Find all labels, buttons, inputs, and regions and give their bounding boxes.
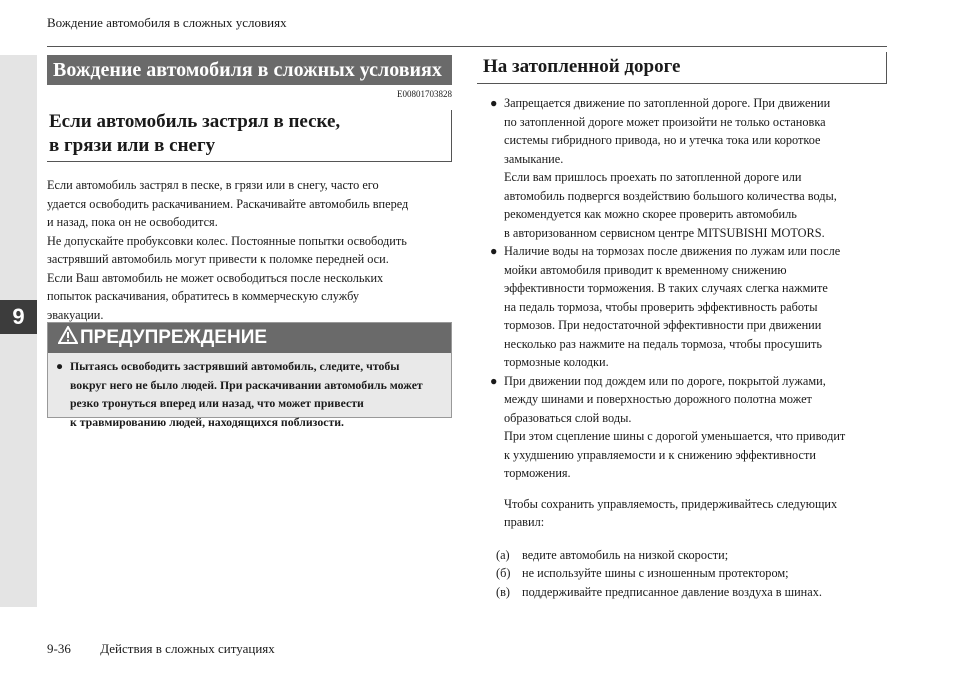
- warning-line: Пытаясь освободить застрявший автомобиль, следите, чтобы: [70, 359, 400, 373]
- rule-label: (б): [496, 566, 511, 580]
- item-line: Если вам пришлось проехать по затопленной дороге или: [504, 170, 802, 184]
- item-line: образоваться слой воды.: [504, 410, 632, 425]
- bullet-icon: ●: [490, 244, 498, 258]
- rule-item: [496, 564, 890, 583]
- paragraph-line: Не допускайте пробуксовки колес. Постоянные попытки освободить: [47, 233, 407, 248]
- page-number: 9-36: [47, 641, 71, 656]
- paragraph-line: Если автомобиль застрял в песке, в грязи или в снегу, часто его: [47, 178, 379, 192]
- subsection-heading-line-1: Если автомобиль застрял в песке,: [49, 111, 341, 132]
- item-line: несколько раз нажмите на педаль тормоза, чтобы просушить: [504, 336, 822, 351]
- item-line: системы гибридного привода, но и утечка тока или короткое: [504, 133, 821, 147]
- rule-label: (а): [496, 547, 510, 562]
- item-line: на педаль тормоза, чтобы проверить эффективность работы: [504, 299, 818, 314]
- rule-text: поддерживайте предписанное давление воздуха в шинах.: [522, 584, 822, 599]
- item-line: тормозные колодки.: [504, 355, 609, 369]
- item-line: рекомендуется как можно скорее проверить автомобиль: [504, 207, 797, 221]
- section-title: Вождение автомобиля в сложных условиях: [47, 55, 452, 85]
- item-line: между шинами и поверхностью дорожного полотна может: [504, 392, 812, 406]
- advice-line: Чтобы сохранить управляемость, придерживайтесь следующих: [504, 496, 838, 511]
- spacer: [490, 483, 890, 495]
- paragraph-line: эвакуации.: [47, 307, 104, 322]
- rule-item: [496, 546, 890, 565]
- item-line: При движении под дождем или по дороге, покрытой лужами,: [504, 373, 826, 388]
- warning-item: [56, 357, 443, 431]
- bullet-icon: ●: [56, 359, 64, 373]
- footer-chapter-title: Действия в сложных ситуациях: [100, 641, 275, 656]
- warning-text: [48, 353, 451, 431]
- item-line: Запрещается движение по затопленной дороге. При движении: [504, 96, 831, 110]
- flooded-road-heading: На затопленной дороге: [477, 52, 887, 84]
- item-line: автомобиль подвергся воздействию большого количества воды,: [504, 188, 837, 203]
- page-footer: [47, 641, 275, 657]
- item-line: к ухудшению управляемости и к снижению эффективности: [504, 447, 816, 462]
- item-line: тормозов. При недостаточной эффективности при движении: [504, 318, 822, 332]
- paragraph-line: удается освободить раскачиванием. Раскачивайте автомобиль вперед: [47, 196, 409, 211]
- item-line: по затопленной дороге может произойти не только остановка: [504, 114, 826, 129]
- warning-box: [47, 322, 452, 429]
- paragraph-line: Если Ваш автомобиль не может освободиться после нескольких: [47, 270, 384, 285]
- warning-line: резко тронуться вперед или назад, что может привести: [70, 396, 364, 410]
- subsection-heading: [47, 110, 452, 162]
- rule-label: (в): [496, 584, 510, 599]
- rules-list: [496, 546, 890, 602]
- item-line: мойки автомобиля приводит к временному снижению: [504, 262, 787, 277]
- item-line: Наличие воды на тормозах после движения по лужам или после: [504, 244, 841, 258]
- bullet-icon: ●: [490, 373, 498, 388]
- item-line: При этом сцепление шины с дорогой уменьшается, что приводит: [504, 429, 846, 443]
- rule-text: ведите автомобиль на низкой скорости;: [522, 547, 729, 562]
- list-item: [490, 372, 890, 483]
- stuck-vehicle-paragraph: [47, 176, 452, 324]
- subsection-heading-line-2: в грязи или в снегу: [49, 135, 216, 156]
- item-line: торможения.: [504, 466, 571, 480]
- warning-triangle-icon: [58, 326, 78, 350]
- rule-text: не используйте шины с изношенным протектором;: [522, 566, 789, 580]
- paragraph-line: застрявший автомобиль могут привести к поломке передней оси.: [47, 252, 389, 266]
- rule-item: [496, 583, 890, 602]
- warning-title: ПРЕДУПРЕЖДЕНИЕ: [80, 327, 268, 348]
- advice-text: [490, 495, 890, 532]
- warning-line: к травмированию людей, находящихся поблизости.: [70, 414, 344, 429]
- warning-line: вокруг него не было людей. При раскачивании автомобиль может: [70, 377, 423, 392]
- warning-header: [48, 323, 451, 353]
- paragraph-line: и назад, пока он не освободится.: [47, 215, 218, 229]
- item-line: замыкание.: [504, 151, 564, 166]
- flooded-road-content: [490, 94, 890, 601]
- running-header: Вождение автомобиля в сложных условиях: [47, 15, 287, 30]
- item-line: эффективности торможения. В таких случаях слегка нажмите: [504, 281, 828, 295]
- advice-line: правил:: [504, 515, 545, 529]
- list-item: [490, 242, 890, 372]
- bullet-icon: ●: [490, 96, 498, 110]
- chapter-number-badge: 9: [0, 300, 37, 334]
- item-line: в авторизованном сервисном центре MITSUBISHI MOTORS.: [504, 225, 825, 240]
- header-rule: [47, 46, 887, 47]
- list-item: [490, 94, 890, 242]
- document-code: E00801703828: [397, 89, 452, 99]
- paragraph-line: попыток раскачивания, обратитесь в коммерческую службу: [47, 289, 360, 303]
